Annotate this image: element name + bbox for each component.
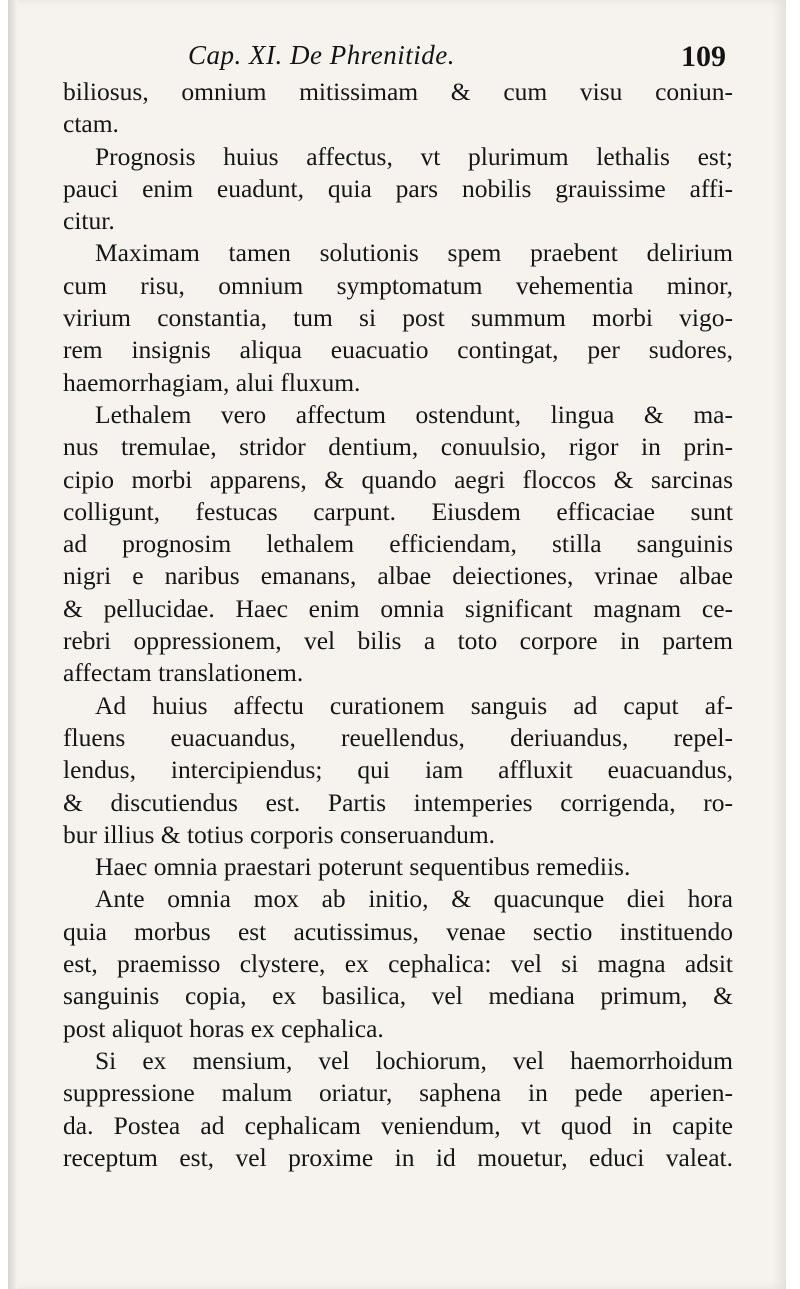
page-number: 109 (681, 40, 726, 73)
body-text (63, 76, 733, 1174)
text-line: Haec omnia praestari poterunt sequentibus remediis. (95, 852, 631, 882)
text-line: citur. (63, 206, 115, 236)
book-page (8, 0, 786, 1289)
text-line: haemorrhagiam, alui fluxum. (63, 367, 361, 397)
text-line: suppressione malum oriatur, saphena in pede aperien- (63, 1078, 733, 1108)
paragraph (63, 399, 733, 690)
text-line: affectam translationem. (63, 658, 304, 688)
paragraph (63, 851, 733, 883)
text-line: quia morbus est acutissimus, venae sectio instituendo (63, 916, 733, 946)
text-line: fluens euacuandus, reuellendus, deriuandus, repel- (63, 722, 733, 752)
text-line: colligunt, festucas carpunt. Eiusdem efficaciae sunt (63, 496, 733, 526)
text-line: biliosus, omnium mitissimam & cum visu coniun- (63, 77, 733, 106)
text-line: Prognosis huius affectus, vt plurimum lethalis est; (95, 141, 733, 171)
paragraph (63, 883, 733, 1044)
paragraph (63, 76, 733, 141)
text-line: rebri oppressionem, vel bilis a toto corpore in partem (63, 626, 733, 656)
text-line: virium constantia, tum si post summum morbi vigo- (63, 303, 733, 333)
page-gutter-shadow (8, 0, 18, 1289)
text-line: receptum est, vel proxime in id mouetur, educi valeat. (63, 1142, 733, 1172)
paragraph (63, 690, 733, 851)
running-head (63, 40, 728, 80)
text-line: Maximam tamen solutionis spem praebent delirium (95, 238, 733, 268)
text-line: post aliquot horas ex cephalica. (63, 1013, 384, 1043)
text-line: sanguinis copia, ex basilica, vel mediana primum, & (63, 981, 733, 1011)
text-line: Lethalem vero affectum ostendunt, lingua & ma- (95, 399, 733, 429)
text-line: & pellucidae. Haec enim omnia significant magnam ce- (63, 593, 733, 623)
text-line: cipio morbi apparens, & quando aegri floccos & sarcinas (63, 464, 733, 494)
text-line: da. Postea ad cephalicam veniendum, vt quod in capite (63, 1110, 733, 1140)
text-line: cum risu, omnium symptomatum vehementia minor, (63, 270, 733, 300)
text-line: bur illius & totius corporis conseruandum. (63, 819, 496, 849)
text-line: ad prognosim lethalem efficiendam, stilla sanguinis (63, 529, 733, 559)
text-line: Ante omnia mox ab initio, & quacunque diei hora (95, 884, 733, 914)
paragraph (63, 141, 733, 238)
text-line: nus tremulae, stridor dentium, conuulsio, rigor in prin- (63, 432, 733, 462)
paragraph (63, 1045, 733, 1174)
paragraph (63, 237, 733, 398)
text-line: Si ex mensium, vel lochiorum, vel haemorrhoidum (95, 1045, 733, 1075)
text-line: est, praemisso clystere, ex cephalica: vel si magna adsit (63, 949, 733, 979)
text-line: pauci enim euadunt, quia pars nobilis grauissime affi- (63, 173, 733, 203)
text-line: & discutiendus est. Partis intemperies corrigenda, ro- (63, 787, 733, 817)
running-title: Cap. XI. De Phrenitide. (188, 40, 455, 70)
text-line: rem insignis aliqua euacuatio contingat, per sudores, (63, 335, 733, 365)
text-line: ctam. (63, 109, 119, 139)
text-line: nigri e naribus emanans, albae deiectiones, vrinae albae (63, 561, 733, 591)
text-line: Ad huius affectu curationem sanguis ad caput af- (95, 690, 733, 720)
text-line: lendus, intercipiendus; qui iam affluxit euacuandus, (63, 755, 733, 785)
